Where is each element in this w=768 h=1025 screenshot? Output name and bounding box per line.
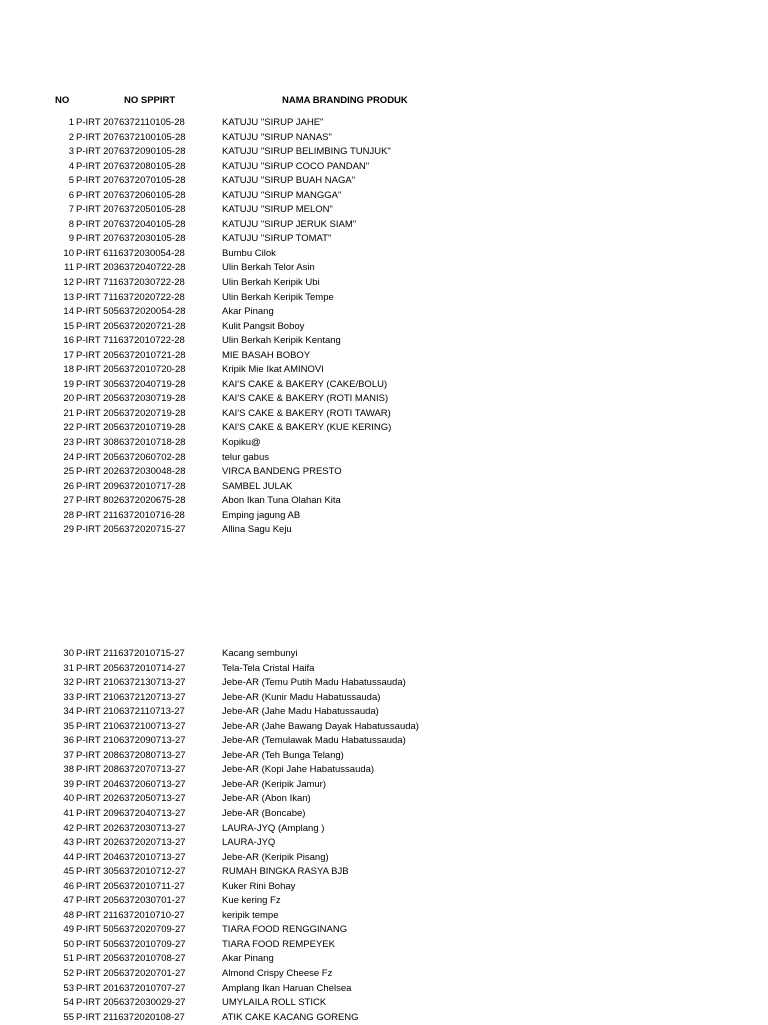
row-sppirt-number: P-IRT 2056372010708-27 (76, 953, 186, 965)
row-sppirt-number: P-IRT 2056372010720-28 (76, 364, 186, 376)
row-number: 44 (63, 851, 74, 863)
row-product-name: Almond Crispy Cheese Fz (222, 968, 333, 980)
row-sppirt-number: P-IRT 7116372020722-28 (76, 291, 185, 303)
row-number: 1 (68, 117, 74, 128)
table-row (0, 363, 768, 378)
table-row (0, 749, 768, 764)
row-product-name: Jebe-AR (Jahe Madu Habatussauda) (222, 706, 379, 718)
row-number: 51 (63, 953, 74, 965)
row-product-name: Ulin Berkah Keripik Ubi (222, 277, 320, 289)
row-number: 17 (63, 349, 74, 361)
table-row (0, 691, 768, 706)
table-row (0, 938, 768, 953)
row-sppirt-number: P-IRT 2076372110105-28 (76, 117, 185, 128)
row-number: 7 (68, 204, 74, 216)
row-product-name: KAI'S CAKE & BAKERY (CAKE/BOLU) (222, 378, 388, 390)
row-sppirt-number: P-IRT 5056372020054-28 (76, 306, 186, 318)
table-row (0, 734, 768, 749)
table-row (0, 320, 768, 335)
row-product-name: Kue kering Fz (222, 895, 281, 907)
row-number: 40 (63, 793, 74, 805)
table-row (0, 763, 768, 778)
row-number: 33 (63, 691, 74, 703)
table-row (0, 676, 768, 691)
row-sppirt-number: P-IRT 2056372060702-28 (76, 451, 186, 463)
row-number: 4 (68, 160, 74, 172)
table-row (0, 349, 768, 364)
table-row (0, 451, 768, 466)
row-product-name: Ulin Berkah Keripik Tempe (222, 291, 334, 303)
row-sppirt-number: P-IRT 2056372020715-27 (76, 524, 186, 536)
row-sppirt-number: P-IRT 2046372060713-27 (76, 778, 186, 790)
row-product-name: KAI'S CAKE & BAKERY (ROTI MANIS) (222, 393, 389, 405)
row-product-name: SAMBEL JULAK (222, 480, 293, 492)
row-product-name: Akar Pinang (222, 953, 274, 965)
row-sppirt-number: P-IRT 2116372010710-27 (76, 909, 185, 921)
row-product-name: Jebe-AR (Kunir Madu Habatussauda) (222, 691, 381, 703)
row-number: 48 (63, 909, 74, 921)
row-number: 45 (63, 866, 74, 878)
table-row (0, 421, 768, 436)
table-row (0, 203, 768, 218)
row-sppirt-number: P-IRT 2116372010715-27 (76, 648, 185, 659)
row-sppirt-number: P-IRT 2116372010716-28 (76, 509, 185, 521)
row-product-name: Jebe-AR (Kopi Jahe Habatussauda) (222, 764, 375, 776)
row-sppirt-number: P-IRT 2086372080713-27 (76, 749, 186, 761)
table-row (0, 334, 768, 349)
row-number: 16 (63, 335, 74, 347)
row-sppirt-number: P-IRT 2056372010711-27 (76, 880, 185, 892)
row-sppirt-number: P-IRT 5056372020709-27 (76, 924, 186, 936)
column-header-no: NO (55, 95, 70, 106)
row-product-name: TIARA FOOD RENGGINANG (222, 924, 348, 936)
table-row (0, 865, 768, 880)
row-number: 6 (68, 189, 74, 201)
row-product-name: KATUJU "SIRUP BUAH NAGA" (222, 175, 356, 187)
row-product-name: Kuker Rini Bohay (222, 880, 296, 892)
table-row (0, 276, 768, 291)
row-product-name: Ulin Berkah Keripik Kentang (222, 335, 341, 347)
table-row (0, 792, 768, 807)
row-sppirt-number: P-IRT 5056372010709-27 (76, 938, 186, 950)
row-product-name: KATUJU "SIRUP MELON" (222, 204, 333, 216)
row-number: 52 (63, 968, 74, 980)
table-row (0, 116, 768, 131)
table-row (0, 131, 768, 146)
row-product-name: Kripik Mie Ikat AMINOVI (222, 364, 324, 376)
row-sppirt-number: P-IRT 2076372090105-28 (76, 146, 186, 158)
table-row (0, 778, 768, 793)
row-sppirt-number: P-IRT 2056372010719-28 (76, 422, 186, 434)
row-number: 14 (63, 306, 74, 318)
row-product-name: Kopiku@ (222, 437, 261, 449)
row-sppirt-number: P-IRT 2026372030048-28 (76, 466, 186, 478)
row-sppirt-number: P-IRT 3056372040719-28 (76, 378, 186, 390)
row-number: 46 (63, 880, 74, 892)
row-number: 43 (63, 837, 74, 849)
row-number: 8 (68, 218, 74, 230)
row-number: 20 (63, 393, 74, 405)
row-product-name: KAI'S CAKE & BAKERY (KUE KERING) (222, 422, 392, 434)
row-sppirt-number: P-IRT 2056372020721-28 (76, 320, 186, 332)
row-sppirt-number: P-IRT 2076372100105-28 (76, 131, 186, 143)
row-number: 27 (63, 495, 74, 507)
row-number: 50 (63, 938, 74, 950)
row-product-name: RUMAH BINGKA RASYA BJB (222, 866, 349, 878)
row-product-name: Bumbu Cilok (222, 247, 276, 259)
row-number: 49 (63, 924, 74, 936)
table-row (0, 996, 768, 1011)
table-row (0, 967, 768, 982)
row-sppirt-number: P-IRT 2026372030713-27 (76, 822, 186, 834)
row-number: 24 (63, 451, 74, 463)
row-sppirt-number: P-IRT 2106372100713-27 (76, 720, 186, 732)
row-number: 5 (68, 175, 74, 187)
row-number: 54 (63, 997, 74, 1009)
row-sppirt-number: P-IRT 2076372060105-28 (76, 189, 186, 201)
row-product-name: VIRCA BANDENG PRESTO (222, 466, 342, 478)
table-row (0, 807, 768, 822)
row-sppirt-number: P-IRT 2056372020719-28 (76, 407, 186, 419)
row-number: 28 (63, 509, 74, 521)
table-row (0, 894, 768, 909)
row-product-name: Jebe-AR (Abon Ikan) (222, 793, 311, 805)
row-number: 34 (63, 706, 74, 718)
column-header-nama: NAMA BRANDING PRODUK (282, 95, 408, 106)
table-row (0, 880, 768, 895)
table-row (0, 465, 768, 480)
table-row (0, 509, 768, 524)
row-sppirt-number: P-IRT 2076372070105-28 (76, 175, 186, 187)
row-product-name: Akar Pinang (222, 306, 274, 318)
row-sppirt-number: P-IRT 2056372030719-28 (76, 393, 186, 405)
row-product-name: LAURA-JYQ (Amplang ) (222, 822, 325, 834)
table-row (0, 923, 768, 938)
table-row (0, 436, 768, 451)
row-number: 30 (63, 648, 74, 659)
row-number: 9 (68, 233, 74, 245)
row-product-name: KATUJU "SIRUP TOMAT" (222, 233, 332, 245)
row-number: 11 (64, 262, 74, 274)
row-number: 26 (63, 480, 74, 492)
column-header-sppirt: NO SPPIRT (124, 95, 176, 106)
table-row (0, 982, 768, 997)
row-sppirt-number: P-IRT 2086372070713-27 (76, 764, 186, 776)
table-row (0, 378, 768, 393)
table-row (0, 291, 768, 306)
row-sppirt-number: P-IRT 2056372010714-27 (76, 662, 186, 674)
row-sppirt-number: P-IRT 2056372030701-27 (76, 895, 186, 907)
row-product-name: Amplang Ikan Haruan Chelsea (222, 982, 352, 994)
table-row (0, 247, 768, 262)
row-sppirt-number: P-IRT 2056372020701-27 (76, 968, 186, 980)
row-product-name: KATUJU "SIRUP JERUK SIAM" (222, 218, 357, 230)
table-row (0, 909, 768, 924)
row-number: 32 (63, 677, 74, 689)
table-row (0, 494, 768, 509)
row-sppirt-number: P-IRT 7116372010722-28 (76, 335, 185, 347)
row-sppirt-number: P-IRT 6116372030054-28 (76, 247, 185, 259)
row-product-name: KATUJU "SIRUP JAHE" (222, 117, 324, 128)
table-row (0, 174, 768, 189)
row-product-name: Jebe-AR (Boncabe) (222, 808, 306, 820)
row-product-name: TIARA FOOD REMPEYEK (222, 938, 335, 950)
table-row (0, 145, 768, 160)
row-number: 18 (63, 364, 74, 376)
row-sppirt-number: P-IRT 2076372080105-28 (76, 160, 186, 172)
row-product-name: Ulin Berkah Telor Asin (222, 262, 315, 274)
row-product-name: Jebe-AR (Keripik Pisang) (222, 851, 329, 863)
table-row (0, 647, 768, 662)
row-product-name: Jebe-AR (Jahe Bawang Dayak Habatussauda) (222, 720, 419, 732)
row-number: 22 (63, 422, 74, 434)
row-product-name: KATUJU "SIRUP NANAS" (222, 131, 332, 143)
row-number: 3 (68, 146, 74, 158)
row-product-name: Jebe-AR (Temu Putih Madu Habatussauda) (222, 677, 406, 689)
row-number: 38 (63, 764, 74, 776)
row-number: 36 (63, 735, 74, 747)
table-row (0, 720, 768, 735)
row-number: 31 (63, 662, 74, 674)
row-number: 42 (63, 822, 74, 834)
row-number: 19 (63, 378, 74, 390)
row-number: 29 (63, 524, 74, 536)
row-sppirt-number: P-IRT 2106372090713-27 (76, 735, 186, 747)
table-row (0, 392, 768, 407)
row-number: 12 (63, 277, 74, 289)
row-sppirt-number: P-IRT 3086372010718-28 (76, 437, 186, 449)
row-sppirt-number: P-IRT 3056372010712-27 (76, 866, 186, 878)
table-row (0, 705, 768, 720)
row-number: 15 (63, 320, 74, 332)
row-number: 37 (63, 749, 74, 761)
table-row (0, 189, 768, 204)
row-number: 10 (63, 247, 74, 259)
table-row (0, 480, 768, 495)
table-row (0, 952, 768, 967)
table-row (0, 851, 768, 866)
row-sppirt-number: P-IRT 2056372010721-28 (76, 349, 186, 361)
row-product-name: Allina Sagu Keju (222, 524, 292, 536)
row-sppirt-number: P-IRT 2026372020713-27 (76, 837, 186, 849)
row-number: 13 (63, 291, 74, 303)
row-sppirt-number: P-IRT 2096372010717-28 (76, 480, 186, 492)
row-sppirt-number: P-IRT 2106372110713-27 (76, 706, 185, 718)
row-product-name: KATUJU "SIRUP COCO PANDAN" (222, 160, 370, 172)
row-product-name: Kacang sembunyi (222, 648, 298, 659)
row-sppirt-number: P-IRT 2076372030105-28 (76, 233, 186, 245)
row-sppirt-number: P-IRT 2116372020108-27 (76, 1011, 185, 1023)
table-row (0, 218, 768, 233)
table-row (0, 822, 768, 837)
row-number: 35 (63, 720, 74, 732)
table-block-1 (0, 116, 768, 538)
row-product-name: Jebe-AR (Teh Bunga Telang) (222, 749, 344, 761)
row-number: 39 (63, 778, 74, 790)
table-row (0, 662, 768, 677)
table-row (0, 407, 768, 422)
row-product-name: LAURA-JYQ (222, 837, 276, 849)
row-product-name: MIE BASAH BOBOY (222, 349, 311, 361)
row-product-name: KAI'S CAKE & BAKERY (ROTI TAWAR) (222, 407, 391, 419)
table-block-2 (0, 647, 768, 1025)
row-number: 41 (63, 808, 74, 820)
row-number: 53 (63, 982, 74, 994)
table-row (0, 160, 768, 175)
row-sppirt-number: P-IRT 2076372050105-28 (76, 204, 186, 216)
row-sppirt-number: P-IRT 2076372040105-28 (76, 218, 186, 230)
row-sppirt-number: P-IRT 8026372020675-28 (76, 495, 186, 507)
row-sppirt-number: P-IRT 2026372050713-27 (76, 793, 186, 805)
row-sppirt-number: P-IRT 2096372040713-27 (76, 808, 186, 820)
row-sppirt-number: P-IRT 2016372010707-27 (76, 982, 186, 994)
row-product-name: Tela-Tela Cristal Haifa (222, 662, 315, 674)
row-number: 55 (63, 1011, 74, 1023)
row-sppirt-number: P-IRT 7116372030722-28 (76, 277, 185, 289)
row-number: 25 (63, 466, 74, 478)
row-product-name: Jebe-AR (Temulawak Madu Habatussauda) (222, 735, 406, 747)
row-number: 21 (63, 407, 74, 419)
row-product-name: Emping jagung AB (222, 509, 301, 521)
table-row (0, 261, 768, 276)
row-sppirt-number: P-IRT 2106372120713-27 (76, 691, 186, 703)
row-number: 23 (63, 437, 74, 449)
row-product-name: Jebe-AR (Keripik Jamur) (222, 778, 326, 790)
row-product-name: telur gabus (222, 451, 270, 463)
row-product-name: UMYLAILA ROLL STICK (222, 997, 327, 1009)
table-row (0, 523, 768, 538)
row-product-name: keripik tempe (222, 909, 279, 921)
row-product-name: KATUJU "SIRUP BELIMBING TUNJUK" (222, 146, 391, 158)
row-product-name: Kulit Pangsit Boboy (222, 320, 305, 332)
row-product-name: KATUJU "SIRUP MANGGA" (222, 189, 342, 201)
row-number: 2 (68, 131, 74, 143)
table-row (0, 232, 768, 247)
table-row (0, 836, 768, 851)
row-product-name: ATIK CAKE KACANG GORENG (222, 1011, 359, 1023)
row-number: 47 (63, 895, 74, 907)
row-sppirt-number: P-IRT 2046372010713-27 (76, 851, 186, 863)
table-row (0, 1011, 768, 1025)
row-sppirt-number: P-IRT 2106372130713-27 (76, 677, 186, 689)
row-sppirt-number: P-IRT 2056372030029-27 (76, 997, 186, 1009)
row-sppirt-number: P-IRT 2036372040722-28 (76, 262, 186, 274)
row-product-name: Abon Ikan Tuna Olahan Kita (222, 495, 341, 507)
table-row (0, 305, 768, 320)
